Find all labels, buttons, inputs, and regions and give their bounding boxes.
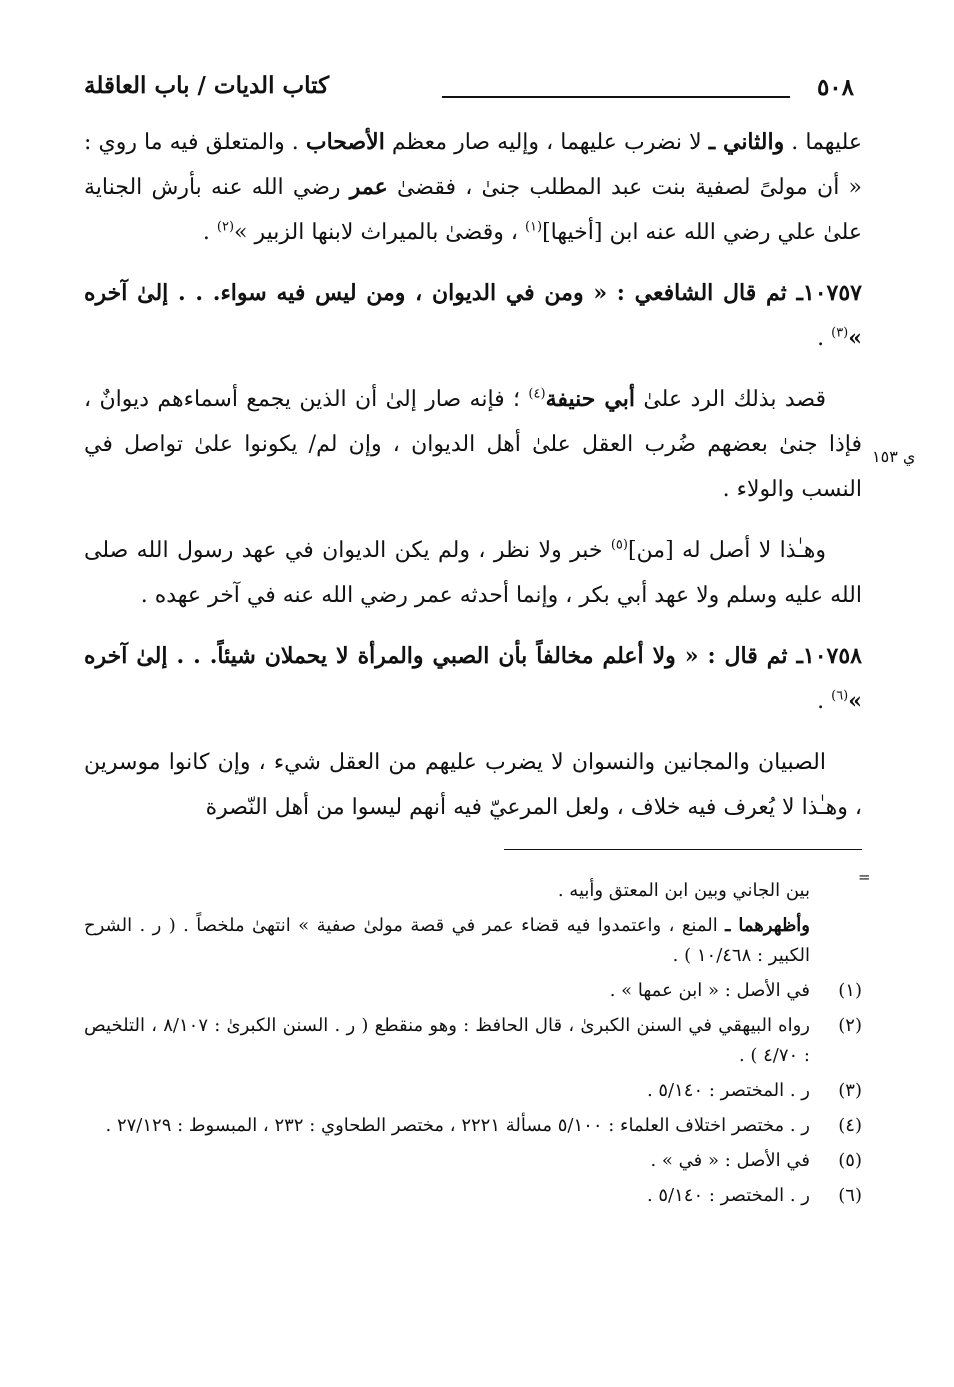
footnote-item (84, 1181, 866, 1211)
text-run: خبر ولا نظر ، ولم يكن الديوان في عهد رسول الله صلى الله عليه وسلم ولا عهد أبي بكر ، وإنما أحدثه عمر رضي الله عنه في آخر عهده . (84, 538, 862, 608)
text-run: ؛ فإنه صار إلىٰ أن الذين يجمع أسماءهم ديوانٌ ، فإذا جنىٰ بعضهم ضُرب العقل علىٰ أهل الديوان ، وإن لم/ يكونوا علىٰ تواصل في النسب والولاء . (84, 387, 862, 502)
bold-run: والثاني ـ (708, 129, 785, 155)
footnote-ref-6: (٦) (831, 688, 849, 704)
footnote-number: (٤) (838, 1115, 862, 1136)
text-run: عليهما . (784, 130, 862, 155)
footnote-item (84, 976, 866, 1006)
footnote-number: (٣) (838, 1080, 862, 1101)
footnote-ref-5: (٥) (610, 537, 628, 553)
bold-run: ١٠٧٥٧ـ ثم قال الشافعي : « ومن في الديوان ، ومن ليس فيه سواء. . . إلىٰ آخره » (84, 280, 862, 351)
footnote-ref-2: (٢) (216, 219, 235, 235)
footnote-ref-4: (٤) (528, 386, 546, 402)
main-text (84, 120, 862, 830)
footnote-number: (٥) (838, 1150, 862, 1171)
bold-run: أبي حنيفة (545, 386, 635, 412)
continuation-mark: = (858, 868, 871, 886)
bold-run: الأصحاب (305, 129, 385, 155)
footnote-text: بين الجاني وبين ابن المعتق وأبيه . (557, 880, 810, 901)
paragraph-5 (84, 634, 862, 724)
text-run: . (817, 326, 832, 351)
footnote-number: (١) (838, 980, 862, 1001)
footnote-item (84, 1111, 866, 1141)
footnote-text (84, 911, 810, 971)
manuscript-folio-note: ي ١٥٣ (872, 447, 916, 466)
text-run: . (817, 689, 832, 714)
footnote-text: ر . مختصر اختلاف العلماء : ٥/١٠٠ مسألة ٢٢٢١ ، مختصر الطحاوي : ٢٣٢ ، المبسوط : ٢٧/١٢٩ . (105, 1115, 810, 1136)
text-run: رضي الله عنه بأرش الجناية علىٰ علي رضي الله عنه ابن [أخيها] (84, 175, 862, 245)
footnote-number: (٦) (838, 1185, 862, 1206)
text-run: . (202, 220, 217, 245)
paragraph-2 (84, 271, 862, 361)
paragraph-1 (84, 120, 862, 255)
footnote-number: (٢) (838, 1015, 862, 1036)
footnote-text: ر . المختصر : ٥/١٤٠ . (646, 1080, 810, 1101)
page-header (84, 68, 854, 108)
page-number: ٥٠٨ (816, 74, 854, 101)
bold-run: ١٠٧٥٨ـ ثم قال : « ولا أعلم مخالفاً بأن الصبي والمرأة لا يحملان شيئاً. . . إلىٰ آخره » (84, 643, 862, 714)
footnote-item (84, 1146, 866, 1176)
footnote-item (84, 1076, 866, 1106)
text-run: المنع ، واعتمدوا فيه قضاء عمر في قصة مولىٰ صفية » انتهىٰ ملخصاً . ( ر . الشرح الكبير : ١٠/٤٦٨ ) . (84, 915, 810, 966)
footnote-text: رواه البيهقي في السنن الكبرىٰ ، قال الحافظ : وهو منقطع ( ر . السنن الكبرىٰ : ٨/١٠٧ ، التلخيص : ٤/٧٠ ) . (84, 1015, 810, 1066)
footnote-continuation (84, 876, 866, 906)
footnote-number (810, 911, 866, 971)
text-run: قصد بذلك الرد علىٰ (634, 387, 826, 412)
paragraph-3 (84, 377, 862, 512)
footnote-continuation (84, 911, 866, 971)
footnote-ref-1: (١) (524, 219, 543, 235)
running-title: كتاب الديات / باب العاقلة (84, 72, 330, 99)
paragraph-6 (84, 740, 862, 830)
footnote-text: في الأصل : « ابن عمها » . (609, 980, 810, 1001)
header-rule (442, 96, 790, 98)
bold-run: وأظهرهما ـ (725, 915, 811, 936)
text-run: لا نضرب عليهما ، وإليه صار معظم (384, 130, 709, 155)
footnote-separator (504, 849, 862, 850)
footnote-text: في الأصل : « في » . (650, 1150, 810, 1171)
footnote-ref-3: (٣) (831, 325, 849, 341)
text-run: الصبيان والمجانين والنسوان لا يضرب عليهم من العقل شيء ، وإن كانوا موسرين ، وهـٰذا لا يُعرف فيه خلاف ، ولعل المرعيّ فيه أنهم ليسوا من أهل النّصرة (84, 750, 862, 820)
bold-run: عمر (349, 174, 388, 200)
footnote-text: ر . المختصر : ٥/١٤٠ . (646, 1185, 810, 1206)
text-run: . والمتعلق فيه ما روي : « أن مولىً لصفية بنت عبد المطلب جنىٰ ، فقضىٰ (84, 130, 862, 200)
text-run: وهـٰذا لا أصل له [من] (627, 538, 826, 563)
footnotes (84, 876, 866, 1216)
footnote-number (810, 876, 866, 906)
text-run: ، وقضىٰ بالميراث لابنها الزبير » (234, 220, 525, 245)
footnote-item (84, 1011, 866, 1071)
paragraph-4 (84, 528, 862, 618)
